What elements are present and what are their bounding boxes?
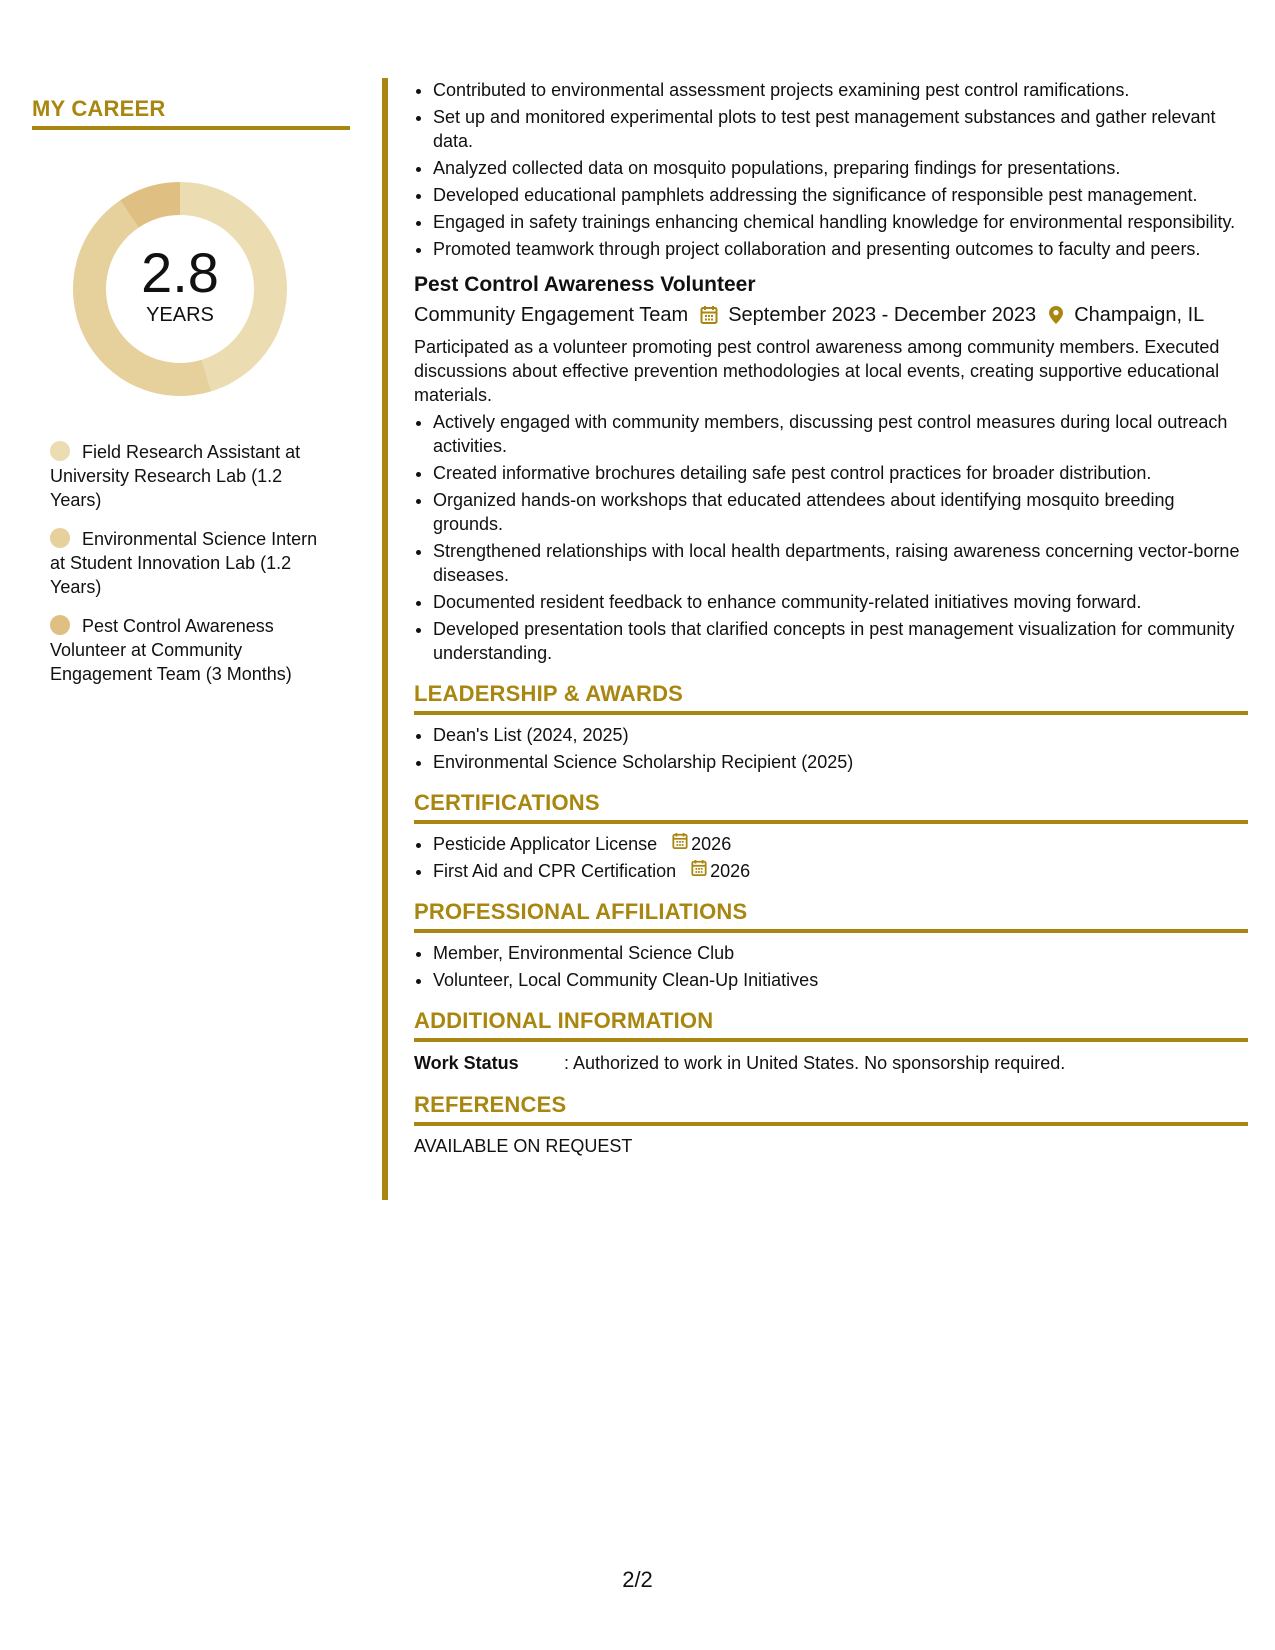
certifications-list [414,832,1248,883]
job-description: Participated as a volunteer promoting pest control awareness among community members. Executed discussions about effective prevention methodologies at local events, creating supportive educational materials. [414,337,1220,405]
leadership-section [414,681,1248,774]
section-title: REFERENCES [414,1092,1248,1126]
donut-center [65,241,295,327]
job-dates: September 2023 - December 2023 [728,304,1037,326]
job-organization: Community Engagement Team [414,304,689,326]
list-item: • Promoted teamwork through project collaboration and presenting outcomes to faculty and peers. [433,237,1248,261]
calendar-icon [700,305,718,325]
affiliations-section [414,899,1248,992]
legend-dot [50,615,70,635]
calendar-icon [672,832,688,856]
list-item: • Volunteer, Local Community Clean-Up Initiatives [433,968,1248,992]
years-unit: YEARS [146,304,214,326]
work-status-row [414,1050,1248,1076]
references-section [414,1092,1248,1158]
list-item: • Engaged in safety trainings enhancing chemical handling knowledge for environmental responsibility. [433,210,1248,234]
legend-item [50,440,320,512]
cert-name: Pesticide Applicator License [433,834,658,854]
list-item: • Environmental Science Scholarship Recipient (2025) [433,750,1248,774]
cert-year: 2026 [691,834,732,854]
cert-name: First Aid and CPR Certification [433,861,677,881]
career-sidebar [32,96,350,701]
additional-info-section [414,1008,1248,1076]
leadership-list [414,723,1248,774]
references-text: AVAILABLE ON REQUEST [414,1136,633,1156]
cert-year: 2026 [710,861,751,881]
location-pin-icon [1048,305,1064,325]
list-item: • Set up and monitored experimental plots to test pest management substances and gather relevant data. [433,105,1248,153]
list-item: • Documented resident feedback to enhance community-related initiatives moving forward. [433,590,1248,614]
list-item: • Developed educational pamphlets addressing the significance of responsible pest management. [433,183,1248,207]
legend-dot [50,528,70,548]
work-status-label: Work Status [414,1053,519,1073]
list-item: • Analyzed collected data on mosquito populations, preparing findings for presentations. [433,156,1248,180]
job-location: Champaign, IL [1074,304,1205,326]
career-section-title: MY CAREER [32,96,350,130]
legend-item [50,527,320,599]
total-years: 2.8 [141,241,219,304]
list-item: • Created informative brochures detailing safe pest control practices for broader distribution. [433,461,1248,485]
cert-date [672,832,731,856]
affiliations-list [414,941,1248,992]
legend-item [50,614,320,686]
list-item: • Member, Environmental Science Club [433,941,1248,965]
list-item: • Strengthened relationships with local health departments, raising awareness concerning vector-borne diseases. [433,539,1248,587]
list-item: • Actively engaged with community members, discussing pest control measures during local outreach activities. [433,410,1248,458]
list-item: • Developed presentation tools that clarified concepts in pest management visualization for community understanding. [433,617,1248,665]
career-legend [50,440,320,686]
main-content [414,78,1248,1158]
page-number: 2/2 [622,1567,653,1592]
job-title: Pest Control Awareness Volunteer [414,273,756,296]
legend-dot [50,441,70,461]
list-item: • Dean's List (2024, 2025) [433,723,1248,747]
certifications-section [414,790,1248,883]
job-meta [414,301,1248,329]
list-item [433,859,1248,883]
job-bullets [414,410,1248,665]
list-item [433,832,1248,856]
list-item: • Contributed to environmental assessment projects examining pest control ramifications. [433,78,1248,102]
cert-date [691,859,750,883]
list-item: • Organized hands-on workshops that educated attendees about identifying mosquito breeding grounds. [433,488,1248,536]
section-title: CERTIFICATIONS [414,790,1248,824]
legend-label: Environmental Science Intern at Student Innovation Lab (1.2 Years) [50,529,318,597]
career-donut-chart [65,174,295,404]
section-title: ADDITIONAL INFORMATION [414,1008,1248,1042]
column-divider [382,78,388,1200]
section-title: LEADERSHIP & AWARDS [414,681,1248,715]
legend-label: Field Research Assistant at University Research Lab (1.2 Years) [50,442,301,510]
section-title: PROFESSIONAL AFFILIATIONS [414,899,1248,933]
legend-label: Pest Control Awareness Volunteer at Community Engagement Team (3 Months) [50,616,292,684]
calendar-icon [691,859,707,883]
work-status-value: : Authorized to work in United States. No sponsorship required. [564,1053,1066,1073]
previous-job-bullets [414,78,1248,261]
